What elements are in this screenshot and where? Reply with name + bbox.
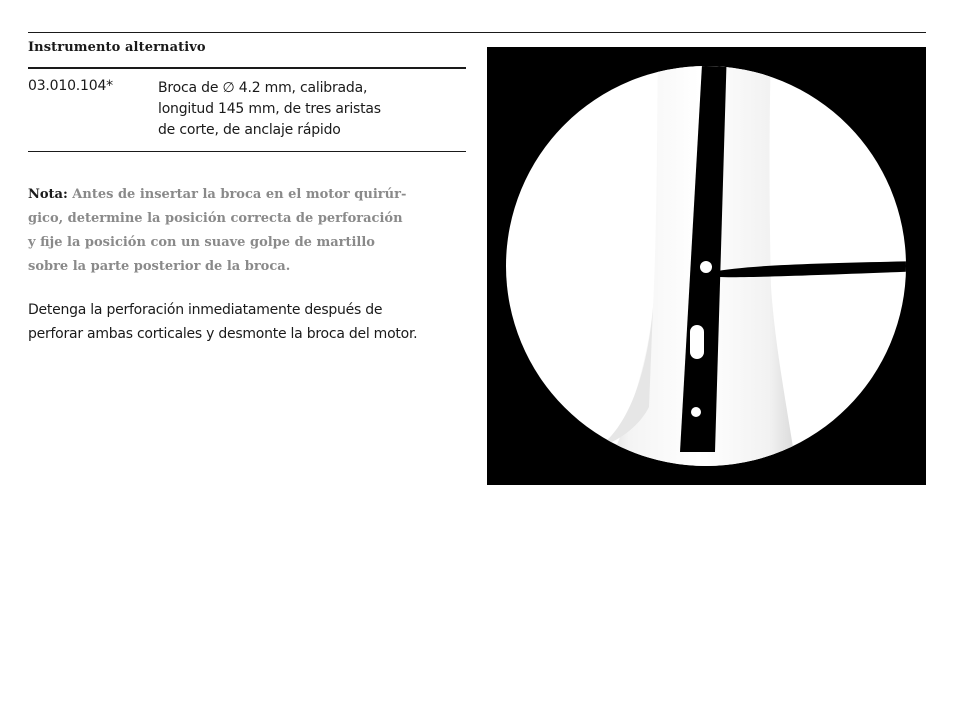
- top-divider: [28, 32, 926, 33]
- note-line: [28, 183, 468, 207]
- instrument-description: [158, 78, 381, 141]
- table-bottom-rule: [28, 151, 466, 152]
- fluoroscopy-illustration: [487, 47, 926, 485]
- note-line: sobre la parte posterior de la broca.: [28, 259, 291, 274]
- plate-hole: [700, 261, 712, 273]
- note-text: Antes de insertar la broca en el motor quirúr-: [67, 187, 407, 202]
- plate-slot-hole: [690, 325, 704, 359]
- instruction-paragraph: [28, 298, 417, 346]
- instrument-description-line: longitud 145 mm, de tres aristas: [158, 101, 381, 117]
- instrument-code: 03.010.104*: [28, 78, 113, 94]
- instrument-description-line: de corte, de anclaje rápido: [158, 122, 341, 138]
- note-label: Nota:: [28, 187, 68, 202]
- note-line: gico, determine la posición correcta de perforación: [28, 211, 403, 226]
- plate-hole: [691, 407, 701, 417]
- instruction-line: Detenga la perforación inmediatamente después de: [28, 302, 383, 318]
- table-top-rule: [28, 67, 466, 69]
- instrument-description-line: Broca de ∅ 4.2 mm, calibrada,: [158, 80, 368, 96]
- section-title: Instrumento alternativo: [28, 40, 206, 55]
- note-line: y fije la posición con un suave golpe de martillo: [28, 235, 375, 250]
- instruction-line: perforar ambas corticales y desmonte la broca del motor.: [28, 326, 418, 342]
- note-block: [28, 183, 468, 279]
- fluoroscopy-image: [487, 47, 926, 485]
